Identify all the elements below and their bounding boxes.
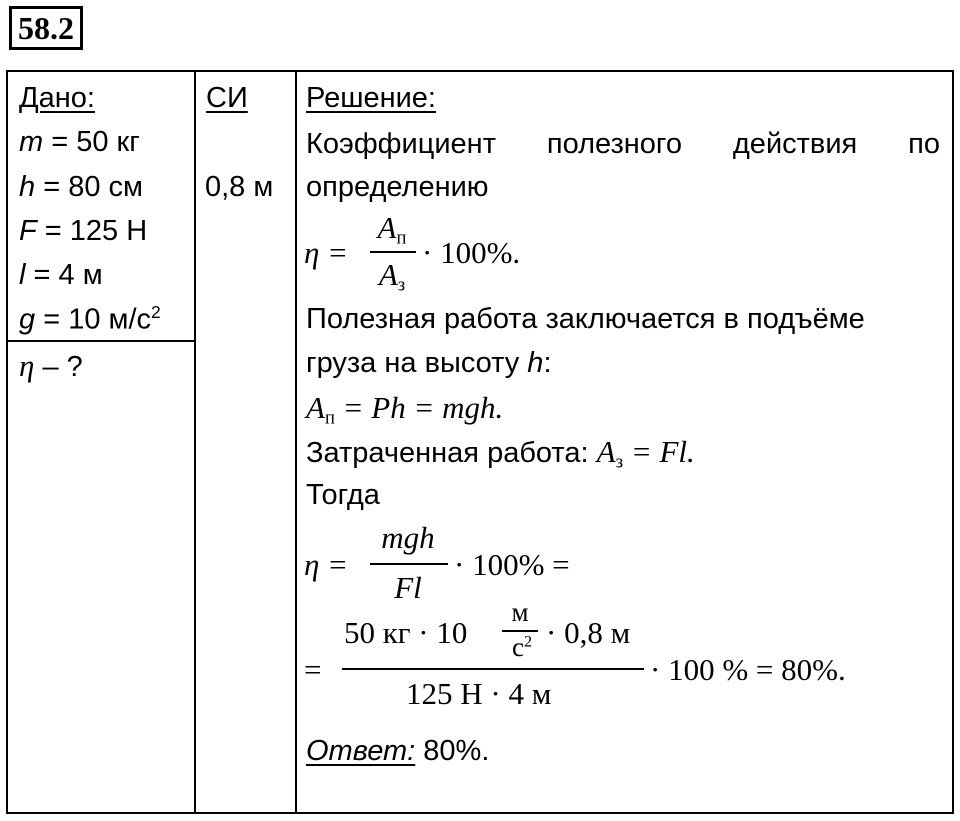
si-height: 0,8 м	[205, 171, 274, 203]
spent-work-line: Затраченная работа: $A_з = Fl$.	[306, 434, 695, 473]
eq4-unit-denominator: $с^2$	[511, 632, 533, 662]
solution-line-6: Тогда	[306, 479, 380, 511]
answer-value: 80%.	[415, 735, 490, 767]
eq4-numerator-a: 50 кг · 10	[344, 615, 468, 650]
given-mass	[19, 128, 140, 157]
force-value: = 125 Н	[36, 215, 148, 247]
eq4-rhs: · 100 % = 80%.	[650, 652, 846, 687]
eq4-denominator: 125 Н · 4 м	[406, 676, 552, 711]
answer-label: Ответ:	[306, 735, 416, 767]
useful-work-formula: $A_п = Ph$ = mgh.	[306, 390, 504, 429]
word-3: действия	[732, 128, 858, 160]
mass-value: = 50 кг	[43, 126, 140, 158]
solution-line-4: груза на высоту h:	[306, 347, 552, 379]
solution-line-3: Полезная работа заключается в подъёме	[306, 303, 865, 335]
eq1-denominator: $A_з$	[378, 257, 406, 296]
eq1-numerator: $A_п$	[377, 210, 407, 249]
solution-line-1	[306, 128, 940, 161]
eq3-denominator: Fl	[394, 570, 422, 605]
word-1: Коэффициент	[306, 128, 496, 160]
gravity-value: = 10 м/с	[35, 303, 151, 336]
word-2: полезного	[546, 128, 682, 160]
si-header: СИ	[206, 82, 248, 114]
given-header: Дано:	[19, 82, 95, 114]
given-height	[19, 173, 143, 202]
height-variable: h	[19, 171, 36, 203]
gravity-exponent: 2	[151, 302, 161, 322]
answer-line	[306, 737, 489, 766]
column-divider-si	[295, 72, 297, 812]
find-efficiency	[19, 350, 83, 382]
eq4-numerator-b: · 0,8 м	[546, 615, 631, 650]
eq3-rhs: · 100% =	[454, 547, 570, 582]
given-find-divider	[8, 340, 196, 342]
given-gravity	[19, 304, 161, 334]
word-4: по	[908, 128, 940, 160]
solution-header: Решение:	[306, 82, 436, 114]
force-variable: F	[19, 215, 37, 247]
mass-variable: m	[19, 126, 44, 158]
column-divider-given	[194, 72, 196, 812]
length-variable: l	[19, 259, 26, 291]
given-force	[19, 217, 147, 246]
problem-number: 58.2	[9, 6, 83, 50]
eq1-rhs: · 100%.	[422, 235, 521, 270]
efficiency-variable: η	[19, 348, 35, 383]
eq4-unit-numerator: м	[511, 597, 529, 627]
eq4-lhs: =	[304, 652, 322, 687]
given-length	[19, 261, 103, 290]
eq3-numerator: mgh	[381, 520, 435, 555]
eq3-fraction-bar	[370, 563, 448, 565]
eq3-lhs: η =	[304, 547, 349, 582]
gravity-variable: g	[19, 303, 36, 336]
solution-line-2: определению	[306, 171, 489, 203]
eq1-lhs: η =	[304, 235, 349, 270]
eq4-fraction-bar	[342, 668, 644, 670]
eq1-fraction-bar	[370, 251, 416, 253]
find-question: – ?	[34, 351, 83, 383]
height-value: = 80 см	[35, 171, 143, 203]
length-value: = 4 м	[25, 259, 103, 291]
